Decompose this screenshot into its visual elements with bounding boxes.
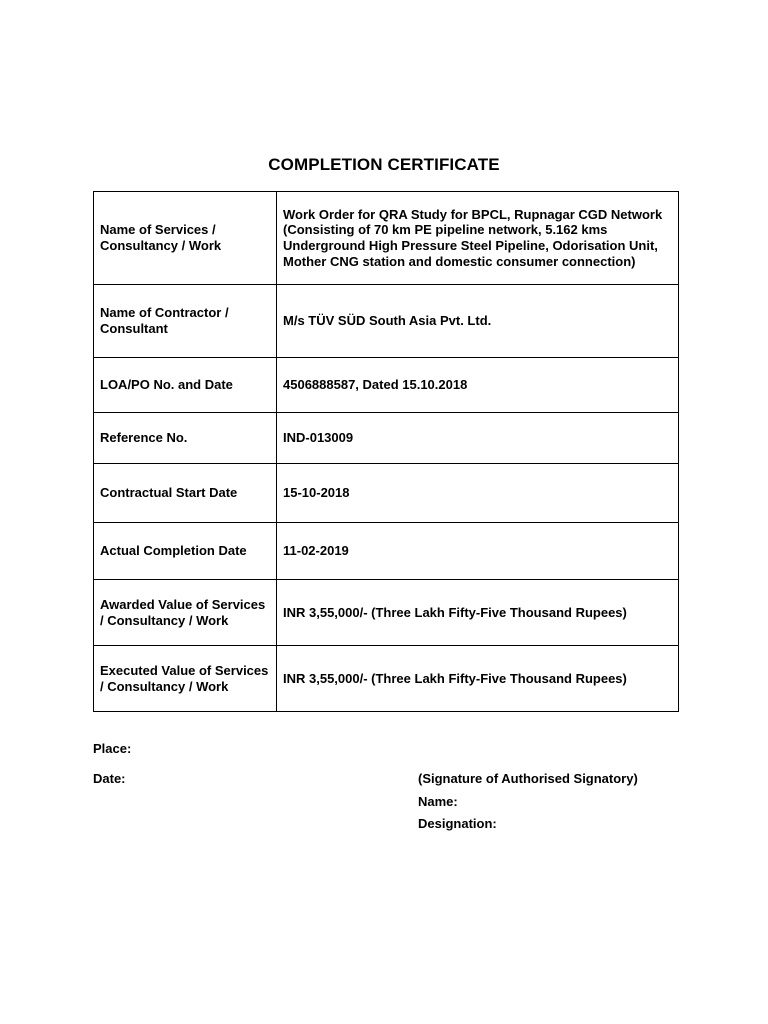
row-label-completion-date: Actual Completion Date: [94, 523, 277, 580]
table-row: [94, 464, 679, 523]
table-row: [94, 580, 679, 646]
date-label: Date:: [93, 771, 126, 786]
signature-label: (Signature of Authorised Signatory): [418, 771, 638, 786]
table-row: [94, 192, 679, 285]
certificate-table: [93, 191, 679, 712]
table-row: [94, 358, 679, 413]
table-row: [94, 523, 679, 580]
row-value-contractor: M/s TÜV SÜD South Asia Pvt. Ltd.: [277, 285, 679, 358]
row-value-loa-po: 4506888587, Dated 15.10.2018: [277, 358, 679, 413]
page-title: COMPLETION CERTIFICATE: [268, 155, 500, 174]
table-row: [94, 285, 679, 358]
row-value-services: Work Order for QRA Study for BPCL, Rupnagar CGD Network (Consisting of 70 km PE pipeline network, 5.162 kms Underground High Pressure Steel Pipeline, Odorisation Unit, Mother CNG station and domestic consumer connection): [277, 192, 679, 285]
designation-label: Designation:: [418, 816, 497, 831]
row-label-loa-po: LOA/PO No. and Date: [94, 358, 277, 413]
place-label: Place:: [93, 741, 132, 756]
table-row: [94, 646, 679, 712]
row-value-awarded-value: INR 3,55,000/- (Three Lakh Fifty-Five Thousand Rupees): [277, 580, 679, 646]
row-value-start-date: 15-10-2018: [277, 464, 679, 523]
row-label-executed-value: Executed Value of Services / Consultancy / Work: [94, 646, 277, 712]
row-label-reference: Reference No.: [94, 413, 277, 464]
row-value-reference: IND-013009: [277, 413, 679, 464]
name-label: Name:: [418, 794, 458, 809]
row-label-services: Name of Services / Consultancy / Work: [94, 192, 277, 285]
row-label-start-date: Contractual Start Date: [94, 464, 277, 523]
row-label-awarded-value: Awarded Value of Services / Consultancy / Work: [94, 580, 277, 646]
row-label-contractor: Name of Contractor / Consultant: [94, 285, 277, 358]
table-row: [94, 413, 679, 464]
row-value-executed-value: INR 3,55,000/- (Three Lakh Fifty-Five Thousand Rupees): [277, 646, 679, 712]
row-value-completion-date: 11-02-2019: [277, 523, 679, 580]
